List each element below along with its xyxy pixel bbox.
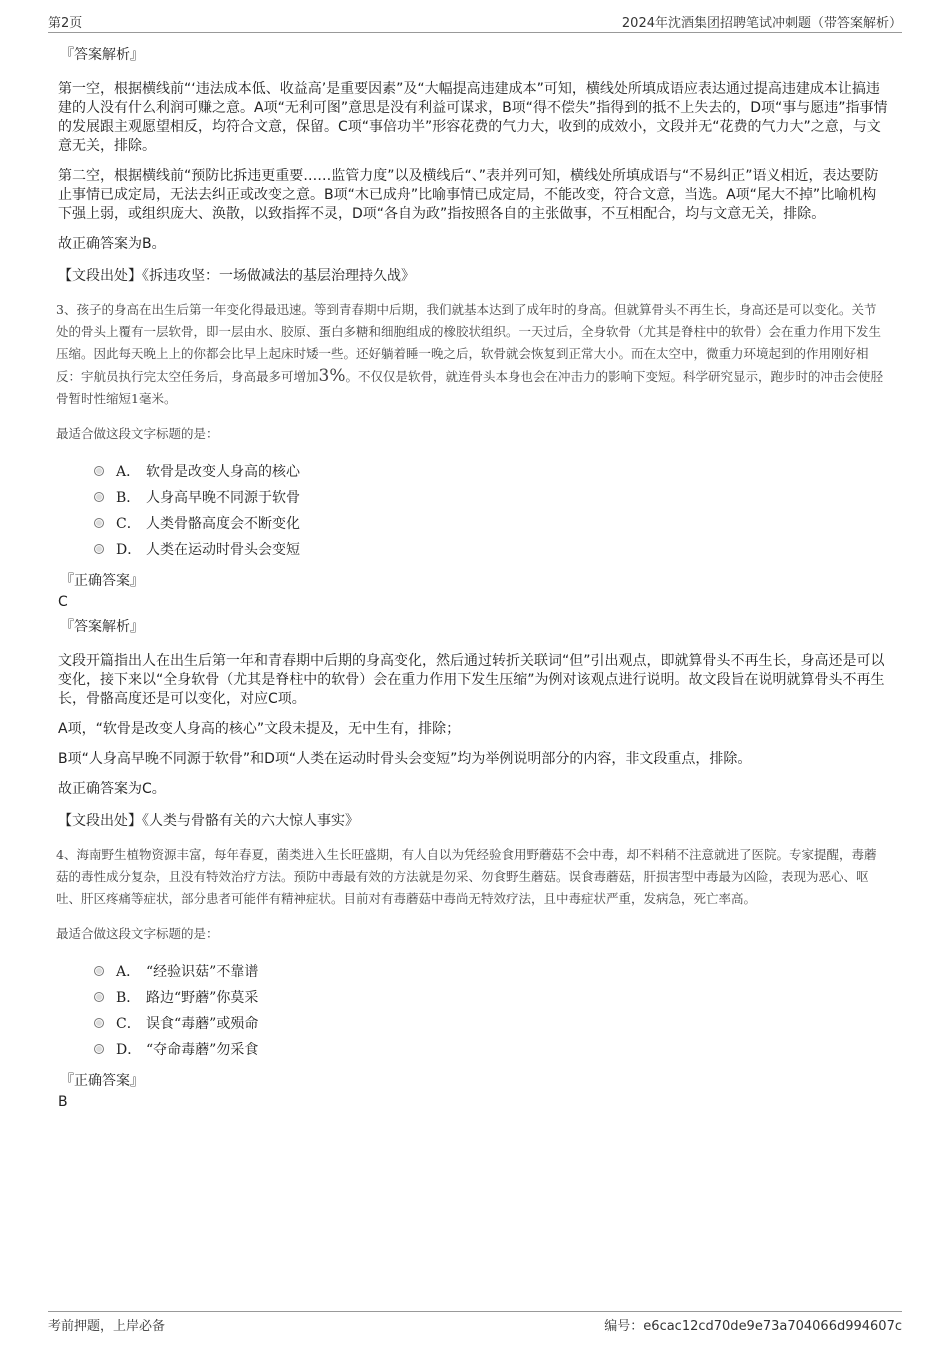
source-citation: 【文段出处】《人类与骨骼有关的六大惊人事实》 xyxy=(58,813,359,829)
option-letter: C． xyxy=(116,516,141,532)
source-citation: 【文段出处】《拆违攻坚：一场做减法的基层治理持久战》 xyxy=(58,268,415,284)
option-a[interactable] xyxy=(94,958,888,984)
radio-icon[interactable] xyxy=(94,992,104,1002)
option-text: 人类在运动时骨头会变短 xyxy=(146,542,300,558)
page-footer xyxy=(48,1311,902,1336)
question-3-text xyxy=(56,299,888,410)
radio-icon[interactable] xyxy=(94,492,104,502)
option-letter: D． xyxy=(116,1042,142,1058)
option-text: 人身高早晚不同源于软骨 xyxy=(146,490,300,506)
option-letter: A． xyxy=(116,464,141,480)
analysis-heading: 『答案解析』 xyxy=(60,619,144,635)
question-3-body: 3、孩子的身高在出生后第一年变化得最迅速。等到青春期中后期，我们就基本达到了成年时的身高。但就算骨头不再生长，身高还是可以变化。关节处的骨头上覆有一层软骨，即一层由水、胶原、蛋白多糖和细胞组成的橡胶状组织。一天过后，全身软骨（尤其是脊柱中的软骨）会在重力作用下发生压缩。因此每天晚上上的你都会比早上起床时矮一些。还好躺着睡一晚之后，软骨就会恢复到正常大小。而在太空中，微重力环境起到的作用刚好相反：宇航员执行完太空任务后，身高最多可增加 xyxy=(56,302,882,384)
code-label: 编号： xyxy=(604,1319,644,1334)
conclusion: 故正确答案为C。 xyxy=(58,781,166,797)
question-3-options xyxy=(94,458,888,562)
document-code xyxy=(604,1315,902,1334)
question-4-text: 4、海南野生植物资源丰富，每年春夏，菌类进入生长旺盛期，有人自以为凭经验食用野蘑菇不会中毒，却不料稍不注意就进了医院。专家提醒，毒蘑菇的毒性成分复杂，且没有特效治疗方法。预防中毒最有效的方法就是勿采、勿食野生蘑菇。误食毒蘑菇，肝损害型中毒最为凶险，表现为恶心、呕吐、肝区疼痛等症状，部分患者可能伴有精神症状。目前对有毒蘑菇中毒尚无特效疗法，且中毒症状严重，发病急，死亡率高。 xyxy=(56,847,877,906)
question-4-options xyxy=(94,958,888,1062)
option-letter: C． xyxy=(116,1016,141,1032)
radio-icon[interactable] xyxy=(94,966,104,976)
percentage-value: 3% xyxy=(318,366,346,386)
page-header xyxy=(48,10,902,33)
analysis-paragraph: B项“人身高早晚不同源于软骨”和D项“人类在运动时骨头会变短”均为举例说明部分的内容，非文段重点，排除。 xyxy=(58,751,752,767)
radio-icon[interactable] xyxy=(94,1044,104,1054)
conclusion: 故正确答案为B。 xyxy=(58,236,166,252)
question-4-prompt: 最适合做这段文字标题的是： xyxy=(56,926,219,941)
option-d[interactable] xyxy=(94,536,888,562)
radio-icon[interactable] xyxy=(94,1018,104,1028)
correct-answer: C xyxy=(58,594,68,610)
option-b[interactable] xyxy=(94,984,888,1010)
radio-icon[interactable] xyxy=(94,518,104,528)
option-text: 误食“毒蘑”或殒命 xyxy=(146,1016,259,1032)
option-text: “经验识菇”不靠谱 xyxy=(146,964,259,980)
radio-icon[interactable] xyxy=(94,466,104,476)
footer-slogan: 考前押题，上岸必备 xyxy=(48,1319,166,1334)
analysis-paragraph: 文段开篇指出人在出生后第一年和青春期中后期的身高变化，然后通过转折关联词“但”引出观点，即就算骨头不再生长，身高还是可以变化，接下来以“全身软骨（尤其是脊柱中的软骨）会在重力作用下发生压缩”为例对该观点进行说明。故文段旨在说明就算骨头不再生长，骨骼高度还是可以变化，对应C项。 xyxy=(58,653,885,707)
question-3-body-end: 。不仅仅是软骨，就连骨头本身也会在冲击力的影响下变短。科学研究显示，跑步时的冲击会使胫骨暂时性缩短1毫米。 xyxy=(56,369,884,406)
option-c[interactable] xyxy=(94,510,888,536)
option-a[interactable] xyxy=(94,458,888,484)
analysis-heading: 『答案解析』 xyxy=(60,47,144,63)
analysis-paragraph: A项，“软骨是改变人身高的核心”文段未提及，无中生有，排除； xyxy=(58,721,461,737)
option-letter: D． xyxy=(116,542,142,558)
option-text: 人类骨骼高度会不断变化 xyxy=(146,516,300,532)
analysis-paragraph: 第一空，根据横线前“‘违法成本低、收益高’是重要因素”及“大幅提高违建成本”可知，横线处所填成语应表达通过提高违建成本让搞违建的人没有什么利润可赚之意。A项“无利可图”意思是没有利益可谋求，B项“得不偿失”指得到的抵不上失去的，D项“事与愿违”指事情的发展跟主观愿望相反，均符合文意，保留。C项“事倍功半”形容花费的气力大，收到的成效小，文段并无“花费的气力大”之意，与文意无关，排除。 xyxy=(58,81,888,154)
option-c[interactable] xyxy=(94,1010,888,1036)
page-number: 第2页 xyxy=(48,16,83,31)
option-d[interactable] xyxy=(94,1036,888,1062)
correct-answer-heading: 『正确答案』 xyxy=(60,573,144,589)
page-content xyxy=(56,44,888,1116)
code-value: e6cac12cd70de9e73a704066d994607c xyxy=(643,1319,902,1334)
option-letter: B． xyxy=(116,990,141,1006)
option-text: 路边“野蘑”你莫采 xyxy=(146,990,259,1006)
option-text: 软骨是改变人身高的核心 xyxy=(146,464,300,480)
correct-answer: B xyxy=(58,1094,68,1110)
option-b[interactable] xyxy=(94,484,888,510)
question-3-prompt: 最适合做这段文字标题的是： xyxy=(56,426,219,441)
analysis-paragraph: 第二空，根据横线前“预防比拆违更重要……监管力度”以及横线后“、”表并列可知，横线处所填成语与“不易纠正”语义相近，表达要防止事情已成定局，无法去纠正或改变之意。B项“木已成舟”比喻事情已成定局，不能改变，符合文意，当选。A项“尾大不掉”比喻机构下强上弱，或组织庞大、涣散，以致指挥不灵，D项“各自为政”指按照各自的主张做事，不互相配合，均与文意无关，排除。 xyxy=(58,168,879,222)
document-title: 2024年沈酒集团招聘笔试冲刺题（带答案解析） xyxy=(621,16,902,31)
option-letter: B． xyxy=(116,490,141,506)
option-text: “夺命毒蘑”勿采食 xyxy=(146,1042,259,1058)
correct-answer-heading: 『正确答案』 xyxy=(60,1073,144,1089)
radio-icon[interactable] xyxy=(94,544,104,554)
option-letter: A． xyxy=(116,964,141,980)
